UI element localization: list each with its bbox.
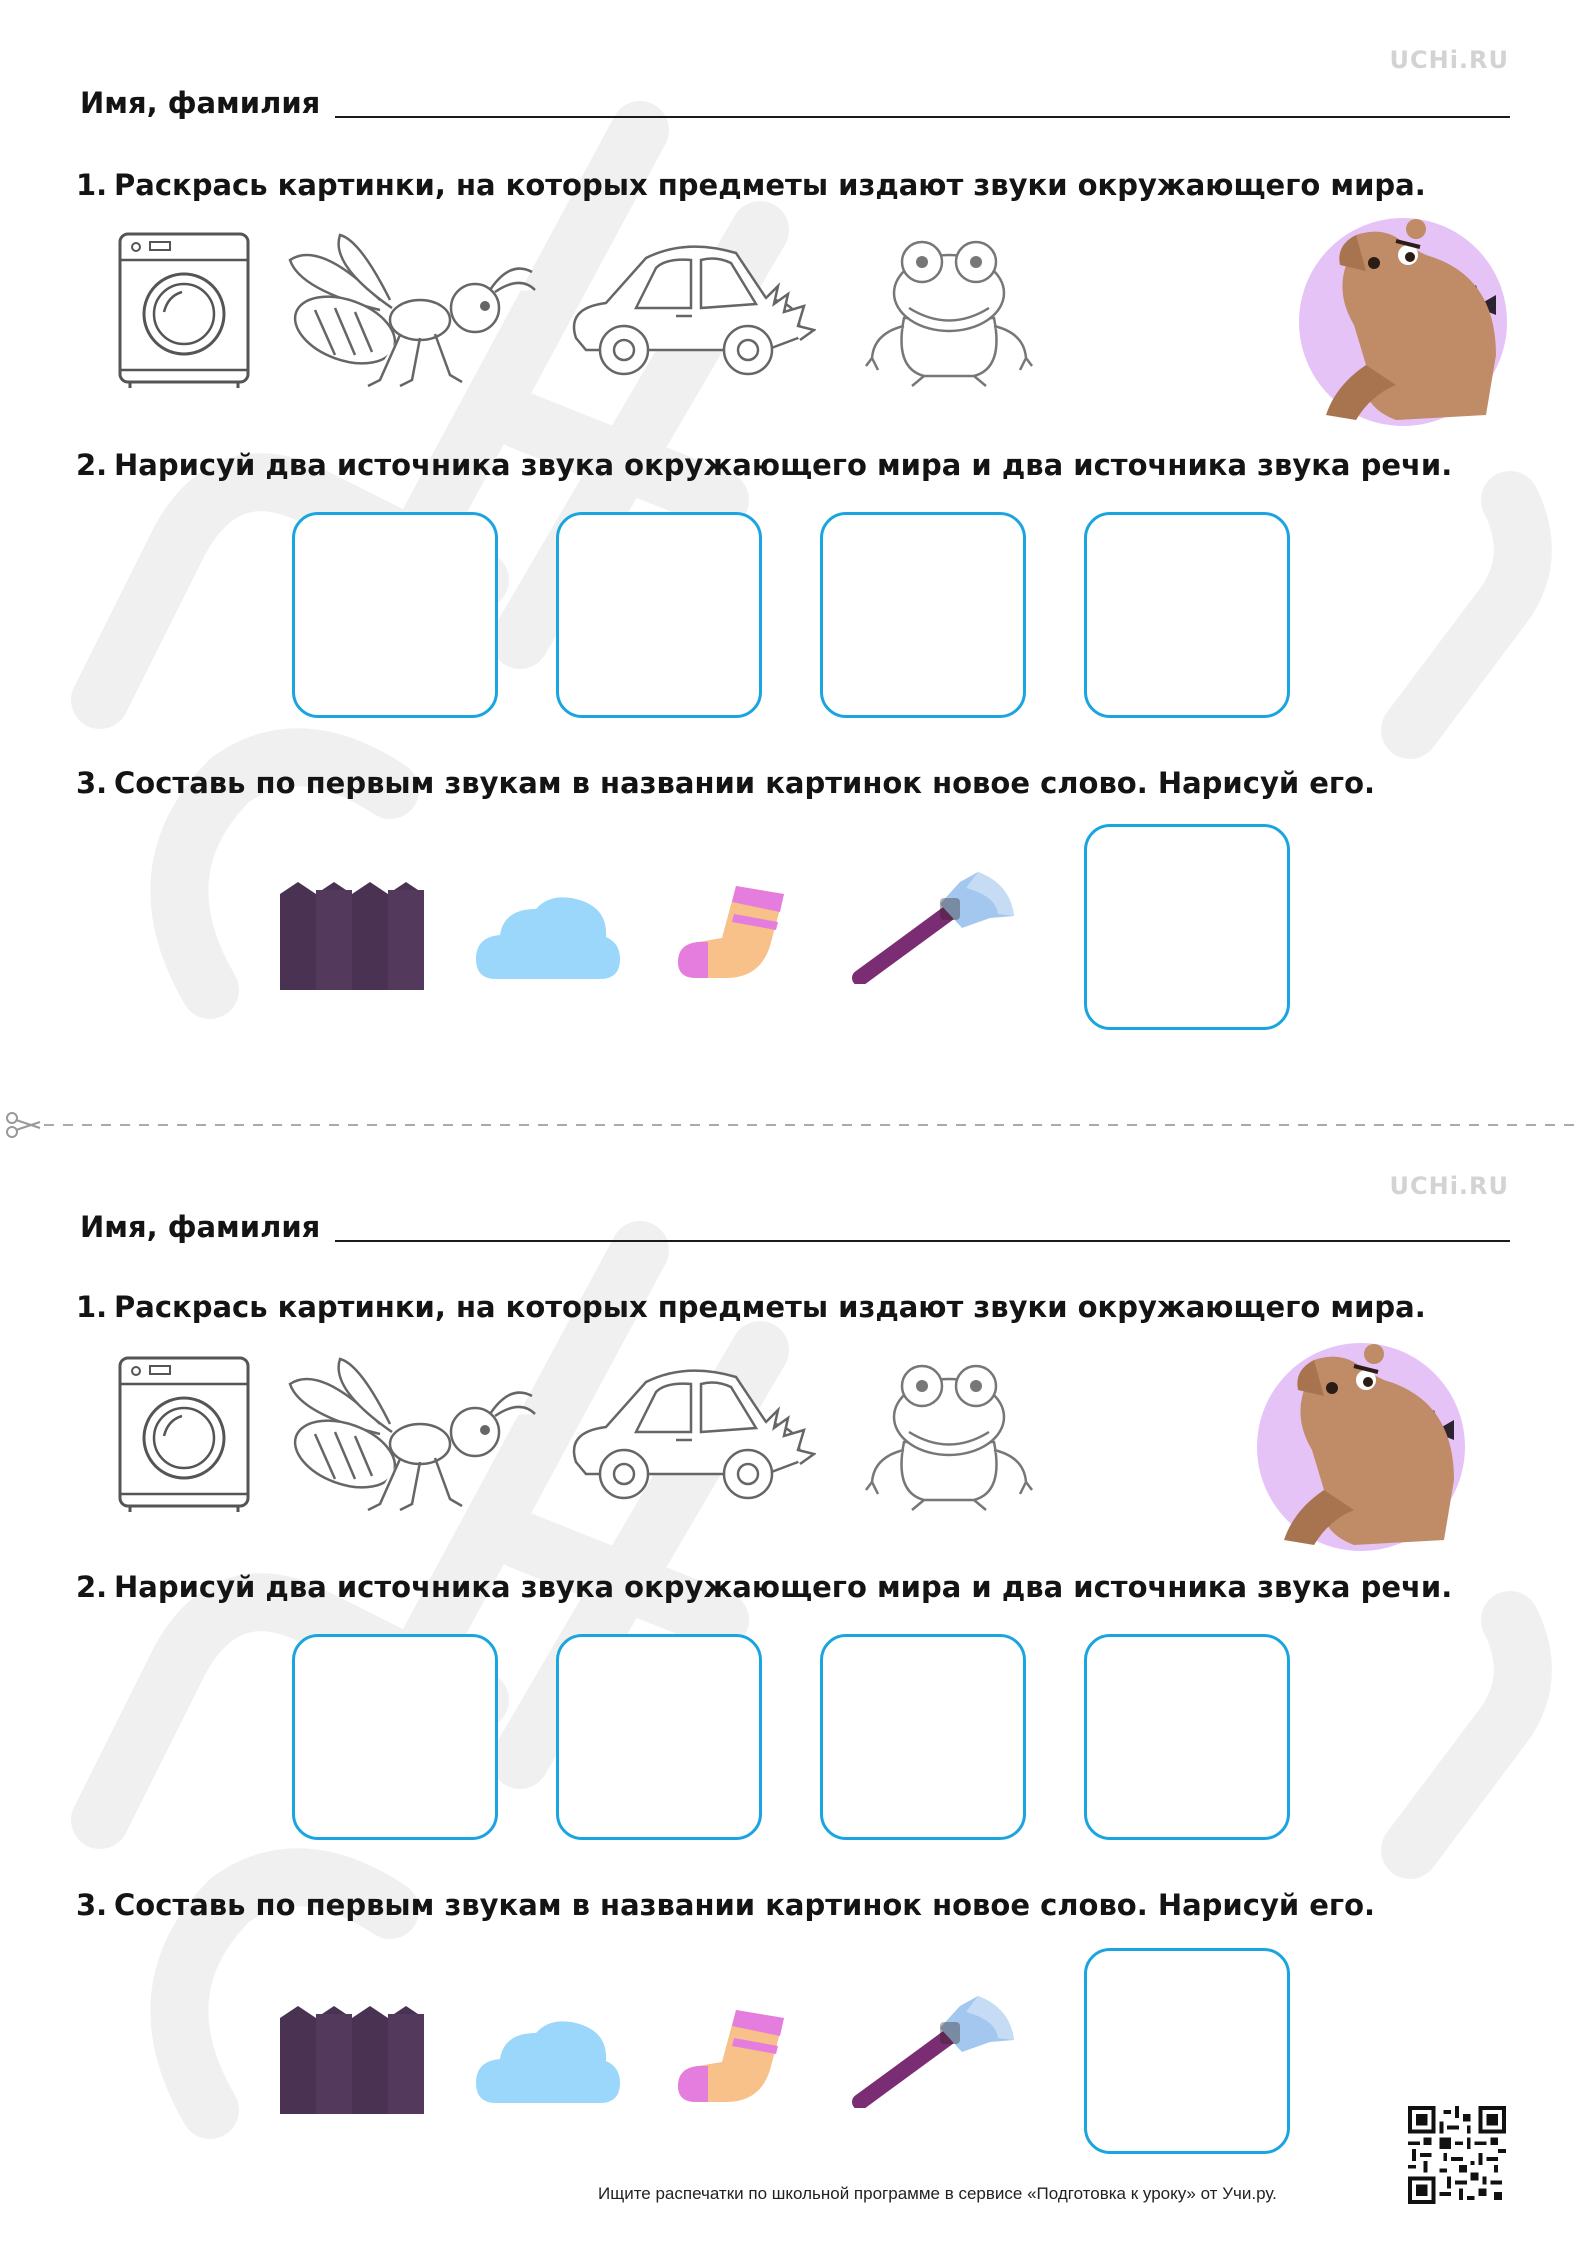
bear-icon [1296,215,1510,429]
name-row [80,86,1510,126]
drawing-box-2[interactable] [556,1634,762,1840]
task-3 [76,766,1375,800]
washing-machine-icon [116,230,252,390]
brand-logo: UCHi.RU [1389,1172,1509,1200]
cloud-icon [476,2017,620,2105]
task-1 [76,168,1426,202]
task-number: 3. [76,766,108,800]
frog-icon [864,238,1034,388]
task-number: 3. [76,1888,108,1922]
task-2 [76,1570,1452,1604]
worksheet-top [0,0,1587,1122]
drawing-box-1[interactable] [292,1634,498,1840]
task-number: 2. [76,1570,108,1604]
drawing-box-4[interactable] [1084,512,1290,718]
drawing-box-4[interactable] [1084,1634,1290,1840]
drawing-box-3[interactable] [820,512,1026,718]
task-number: 2. [76,448,108,482]
worksheet-bottom [0,1122,1587,2244]
sock-icon [676,2006,788,2106]
name-label: Имя, фамилия [80,1210,321,1244]
task-text: Составь по первым звукам в названии картинок новое слово. Нарисуй его. [114,1888,1376,1922]
sock-icon [676,882,788,982]
task-number: 1. [76,1290,108,1324]
fence-icon [280,2006,424,2114]
task-text: Раскрась картинки, на которых предметы издают звуки окружающего мира. [114,168,1426,202]
wasp-icon [280,230,540,390]
name-label: Имя, фамилия [80,86,321,120]
cloud-icon [476,893,620,981]
footer-text: Ищите распечатки по школьной программе в сервисе «Подготовка к уроку» от Учи.ру. [598,2184,1277,2203]
task-number: 1. [76,168,108,202]
task-1 [76,1290,1426,1324]
name-line[interactable] [335,116,1510,118]
task-text: Составь по первым звукам в названии картинок новое слово. Нарисуй его. [114,766,1376,800]
axe-icon [850,868,1020,984]
task-2 [76,448,1452,482]
washing-machine-icon [116,1354,252,1514]
task-text: Раскрась картинки, на которых предметы издают звуки окружающего мира. [114,1290,1426,1324]
task-text: Нарисуй два источника звука окружающего мира и два источника звука речи. [114,1570,1453,1604]
fence-icon [280,882,424,990]
car-icon [566,238,816,386]
bear-icon [1254,1340,1468,1554]
task-text: Нарисуй два источника звука окружающего мира и два источника звука речи. [114,448,1453,482]
brand-logo: UCHi.RU [1389,46,1509,74]
frog-icon [864,1362,1034,1512]
car-icon [566,1362,816,1510]
drawing-box-answer[interactable] [1084,824,1290,1030]
task-3 [76,1888,1375,1922]
drawing-box-2[interactable] [556,512,762,718]
drawing-box-3[interactable] [820,1634,1026,1840]
name-line[interactable] [335,1240,1510,1242]
drawing-box-answer[interactable] [1084,1948,1290,2154]
wasp-icon [280,1354,540,1514]
drawing-box-1[interactable] [292,512,498,718]
qr-code-icon [1408,2106,1506,2204]
axe-icon [850,1992,1020,2108]
name-row [80,1210,1510,1250]
